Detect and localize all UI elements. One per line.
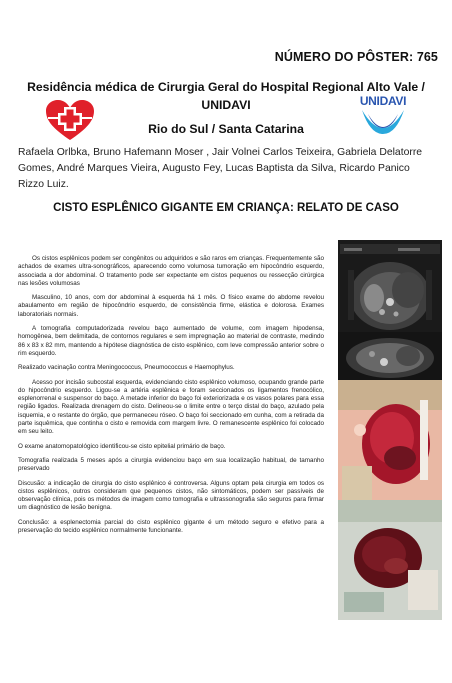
surgery-photo-specimen [338, 500, 442, 620]
unidavi-logo-text: UNIDAVI [359, 94, 407, 108]
paragraph-followup: Tomografia realizada 5 meses após a cirurgia evidenciou baço em sua localização habitual, de tamanho preservado [18, 456, 324, 473]
paragraph-conclusion: Conclusão: a esplenectomia parcial do cisto esplênico gigante é um método seguro e efetivo para a preservação do tecido esplênico normalmente funcionante. [18, 518, 324, 535]
paragraph-case: Masculino, 10 anos, com dor abdominal à esquerda há 1 mês. O físico exame do abdome revelou abaulamento em região de hipocôndrio esquerdo, de consistência firme, elástica e dolorosa. Exames laboratoriais normais. [18, 294, 324, 318]
unidavi-logo [352, 94, 414, 144]
hospital-heart-logo [44, 98, 96, 142]
ct-scan-image [338, 240, 442, 332]
institution-line-2: UNIDAVI [201, 98, 251, 112]
case-title: CISTO ESPLÊNICO GIGANTE EM CRIANÇA: RELATO DE CASO [53, 202, 399, 214]
paragraph-vaccination: Realizado vacinação contra Meningococcus, Pneumococcus e Haemophylus. [18, 364, 235, 372]
paragraph-discussion: Discusão: a indicação de cirurgia do cisto esplênico é controversa. Alguns optam pela cirurgia em todos os cistos esplênicos, outros consideram que pequenos cistos, não sintomáticos, podem ser passíveis de observação clínica, pois os métodos de imagem como tomografia e ultrassonografia são seguros para firmar um diagnóstico de lesão benigna. [18, 479, 324, 512]
body-text [18, 255, 324, 541]
paragraph-introduction: Os cistos esplênicos podem ser congênitos ou adquiridos e são raros em crianças. Frequentemente são achados de exames ultra-sonográficos, aparecendo como volumosa tumoração em hipocôndrio esquerdo, associada a dor abdominal. O tratamento pode ser expectante em cistos pequenos ou ressecção cirúrgica nas lesões volumosas [18, 255, 324, 287]
paragraph-surgery: Acesso por incisão subcostal esquerda, evidenciando cisto esplênico volumoso, ocupando grande parte do hipocôndrio esquerdo. Ligou-se a artéria esplênica e foram seccionados os ligamentos frenocólico, esplenorrenal e suspensor do baço. A metade inferior do baço foi exteriorizada e os vasos polares para essa região ligados. Realizada drenagem do cisto. Delineou-se o limite entre o terço distal do baço, azulado pela isquemia, e o restante do órgão, que permaneceu róseo. O baço foi seccionado em cunha, com a retirada da parte isquêmica, que continha o cisto e removida com margem livre. O remanescente esplênico foi colocado em seu leito. [18, 378, 324, 436]
authors: Rafaela Orlbka, Bruno Hafemann Moser , Jair Volnei Carlos Teixeira, Gabriela Delatorre Gomes, André Marques Vieira, Augusto Fey, Lucas Baptista da Silva, Ricardo Panico Rizzo Luiz. [18, 147, 423, 190]
institution-line-1: Residência médica de Cirurgia Geral do Hospital Regional Alto Vale / [27, 80, 425, 94]
surgery-photo-spleen [338, 380, 442, 500]
paragraph-tomography: A tomografia computadorizada revelou baço aumentado de volume, com imagem hipodensa, homogênea, bem delimitada, de contornos regulares e sem impregnação ao material de contraste, medindo 86 x 83 x 82 mm, mantendo a hipótese diagnóstica de cisto esplênico, com leve compressão anterior sobre o rim esquerdo. [18, 325, 324, 357]
location: Rio do Sul / Santa Catarina [148, 122, 304, 136]
ct-axial-image [338, 332, 442, 380]
paragraph-pathology: O exame anatomopatológico identificou-se cisto epitelial primário de baço. [18, 442, 226, 450]
poster-number: NÚMERO DO PÔSTER: 765 [274, 50, 438, 64]
